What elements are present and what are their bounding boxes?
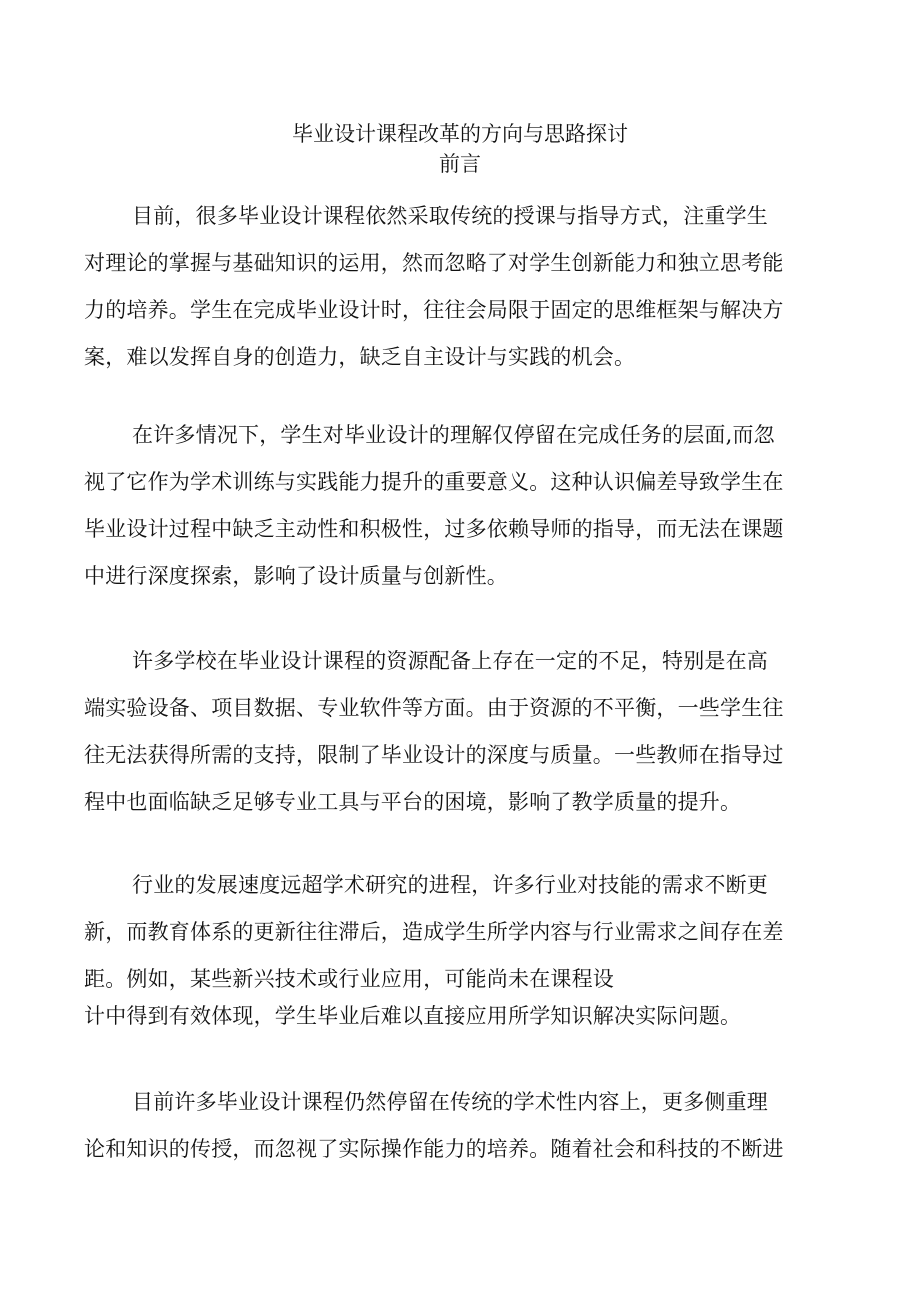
paragraph-line: 许多学校在毕业设计课程的资源配备上存在一定的不足，特别是在高: [132, 649, 768, 673]
paragraph-line: 案，难以发挥自身的创造力，缺乏自主设计与实践的机会。: [84, 345, 636, 369]
paragraph-4: [84, 862, 836, 1029]
document-title: 毕业设计课程改革的方向与思路探讨: [292, 122, 628, 146]
document-subtitle: 前言: [439, 152, 481, 176]
paragraph-1: [84, 193, 836, 381]
paragraph-line: 中进行深度探索，影响了设计质量与创新性。: [84, 564, 508, 588]
paragraph-line: 对理论的掌握与基础知识的运用，然而忽略了对学生创新能力和独立思考能: [84, 251, 784, 275]
paragraph-line: 目前，很多毕业设计课程依然采取传统的授课与指导方式，注重学生: [132, 204, 768, 228]
paragraph-line: 行业的发展速度远超学术研究的进程，许多行业对技能的需求不断更: [132, 873, 768, 897]
paragraph-line: 在许多情况下，学生对毕业设计的理解仅停留在完成任务的层面,而忽: [132, 423, 775, 447]
paragraph-3: [84, 638, 836, 826]
paragraph-line: 计中得到有效体现，学生毕业后难以直接应用所学知识解决实际问题。: [84, 1004, 742, 1028]
paragraph-5: [84, 1079, 836, 1173]
paragraph-line: 新，而教育体系的更新往往滞后，造成学生所学内容与行业需求之间存在差: [84, 920, 784, 944]
paragraph-line: 视了它作为学术训练与实践能力提升的重要意义。这种认识偏差导致学生在: [84, 470, 784, 494]
paragraph-line: 论和知识的传授，而忽视了实际操作能力的培养。随着社会和科技的不断进: [84, 1137, 784, 1161]
paragraph-line: 目前许多毕业设计课程仍然停留在传统的学术性内容上，更多侧重理: [132, 1090, 768, 1114]
paragraph-line: 程中也面临缺乏足够专业工具与平台的困境，影响了教学质量的提升。: [84, 790, 742, 814]
paragraph-line: 力的培养。学生在完成毕业设计时，往往会局限于固定的思维框架与解决方: [84, 298, 784, 322]
paragraph-2: [84, 412, 836, 600]
paragraph-line: 端实验设备、项目数据、专业软件等方面。由于资源的不平衡，一些学生往: [84, 696, 784, 720]
paragraph-line: 往无法获得所需的支持，限制了毕业设计的深度与质量。一些教师在指导过: [84, 743, 784, 767]
paragraph-line: 毕业设计过程中缺乏主动性和积极性，过多依赖导师的指导，而无法在课题: [84, 517, 784, 541]
paragraph-line: 距。例如，某些新兴技术或行业应用，可能尚未在课程设: [84, 967, 614, 991]
